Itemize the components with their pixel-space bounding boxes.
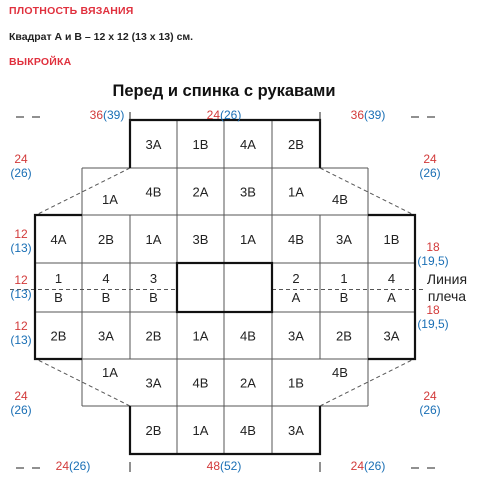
dimension-top-left: 36(39): [89, 108, 125, 122]
dimension-right-lower-alt: (26): [419, 403, 441, 417]
split-cell-bottom: А: [387, 290, 396, 305]
dimension-left-upper-value: 24: [14, 152, 28, 166]
dimension-bottom-left: 24(26): [55, 459, 91, 473]
cell-label: 1А: [145, 232, 162, 247]
dimension-right-r2-alt: (19,5): [417, 317, 449, 331]
cell-label: 3В: [192, 232, 209, 247]
dimension-right-r1-value: 18: [426, 240, 440, 254]
dimension-left-r1-alt: (13): [10, 241, 32, 255]
cell-label: 4А: [50, 232, 67, 247]
cell-label: 2В: [145, 423, 162, 438]
dimension-left-upper-alt: (26): [10, 166, 32, 180]
cell-label: 3А: [145, 375, 162, 391]
split-cell-top: 3: [149, 271, 158, 286]
cell-label: 3А: [288, 423, 304, 438]
dimension-left-r3-value: 12: [14, 319, 28, 333]
split-cell-bottom: А: [291, 290, 301, 305]
dimension-left-lower-alt: (26): [10, 403, 32, 417]
shoulder-line-label-1: Линия: [426, 271, 468, 287]
split-cell-top: 2: [292, 271, 300, 286]
split-cell-bottom: В: [149, 290, 158, 305]
split-cell-top: 4: [387, 271, 396, 286]
cell-label: 1А: [288, 184, 304, 200]
split-cell-top: 1: [54, 271, 63, 286]
corner-cell-label: 4В: [332, 365, 348, 380]
dimension-left-r3-alt: (13): [10, 333, 32, 347]
dimension-left-lower-value: 24: [14, 389, 28, 403]
dimension-top-center: 24(26): [206, 108, 242, 122]
dimension-right-r2-value: 18: [426, 303, 440, 317]
corner-cell-label: 4В: [332, 192, 348, 207]
dimension-right-lower-value: 24: [423, 389, 437, 403]
dimension-left-r2-alt: (13): [10, 287, 32, 301]
dimension-right-upper-value: 24: [423, 152, 437, 166]
cell-label: 4В: [145, 184, 162, 200]
cell-label: 2В: [50, 328, 67, 344]
cell-label: 2В: [288, 137, 304, 152]
cell-label: 4А: [240, 137, 256, 152]
cell-label: 3А: [383, 328, 400, 344]
cell-label: 3В: [240, 184, 256, 200]
cell-label: 3А: [145, 137, 162, 152]
dimension-top-right: 36(39): [350, 108, 386, 122]
cell-label: 2А: [240, 375, 256, 391]
square-size-text: Квадрат А и В – 12 х 12 (13 х 13) см.: [9, 31, 194, 43]
cell-label: 1А: [240, 232, 256, 247]
dimension-right-upper-alt: (26): [419, 166, 441, 180]
split-cell-top: 1: [340, 271, 348, 286]
split-cell-top: 4: [102, 271, 110, 286]
split-cell-bottom: В: [54, 290, 63, 305]
cell-label: 1А: [192, 423, 209, 438]
cell-label: 4В: [192, 375, 209, 391]
pattern-heading: ВЫКРОЙКА: [9, 56, 72, 68]
cell-label: 1В: [383, 232, 400, 247]
cell-label: 2А: [192, 184, 209, 200]
cell-label: 2В: [336, 328, 352, 344]
cell-label: 3А: [288, 328, 304, 344]
cell-label: 1В: [288, 375, 304, 391]
dimension-bottom-center: 48(52): [206, 459, 242, 473]
dimension-left-r2-value: 12: [14, 273, 28, 287]
split-cell-bottom: В: [339, 290, 349, 305]
cell-label: 1В: [192, 137, 209, 152]
dimension-bottom-right: 24(26): [350, 459, 386, 473]
dimension-right-r1-alt: (19,5): [417, 254, 449, 268]
cell-label: 2В: [145, 328, 162, 344]
corner-cell-label: 1А: [102, 192, 118, 207]
diagram-title: Перед и спинка с рукавами: [112, 82, 336, 100]
shoulder-line-label-2: плеча: [427, 288, 467, 304]
cell-label: 4В: [240, 328, 256, 344]
cell-label: 4В: [288, 232, 304, 247]
cell-label: 3А: [98, 328, 114, 344]
dimension-left-r1-value: 12: [14, 227, 28, 241]
cell-label: 2В: [98, 232, 114, 247]
corner-cell-label: 1А: [102, 365, 118, 380]
cell-label: 4В: [240, 423, 256, 438]
density-heading: ПЛОТНОСТЬ ВЯЗАНИЯ: [9, 5, 134, 17]
cell-label: 3А: [336, 232, 352, 247]
cell-label: 1А: [192, 328, 209, 344]
split-cell-bottom: В: [101, 290, 111, 305]
